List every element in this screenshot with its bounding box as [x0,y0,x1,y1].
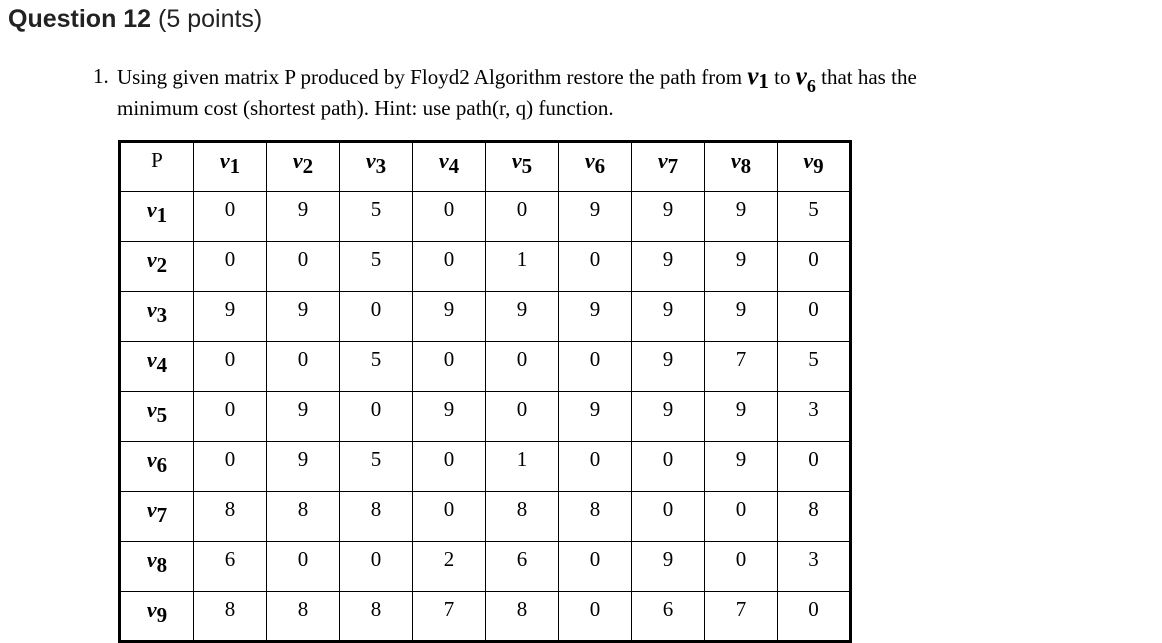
column-header-v2 [267,142,340,192]
matrix-cell: 0 [705,492,778,542]
row-header-v7 [120,492,194,542]
question-title: Question 12 [8,5,152,33]
matrix-cell: 0 [194,342,267,392]
matrix-cell: 0 [194,442,267,492]
matrix-cell: 7 [413,592,486,642]
vertex-letter: v [219,148,230,173]
matrix-cell: 8 [559,492,632,542]
matrix-cell: 0 [413,442,486,492]
matrix-cell: 0 [340,292,413,342]
vertex-letter: v [146,197,157,222]
row-header-v1 [120,192,194,242]
matrix-cell: 8 [340,592,413,642]
vertex-index: 6 [156,453,168,477]
matrix-cell: 0 [559,242,632,292]
row-header-v6 [120,442,194,492]
matrix-cell: 9 [267,442,340,492]
vertex-index: 7 [667,154,679,178]
vertex-index: 1 [229,154,241,178]
matrix-cell: 0 [632,442,705,492]
vertex-letter: v [292,148,303,173]
matrix-cell: 6 [632,592,705,642]
vertex-letter: v [146,597,157,622]
from-vertex: v1 [747,63,769,93]
matrix-cell: 8 [194,492,267,542]
matrix-cell: 0 [486,342,559,392]
column-header-v6 [559,142,632,192]
matrix-cell: 9 [705,242,778,292]
matrix-cell: 0 [486,192,559,242]
matrix-cell: 5 [778,192,851,242]
matrix-cell: 8 [267,492,340,542]
matrix-cell: 9 [267,192,340,242]
matrix-cell: 0 [705,542,778,592]
vertex-letter: v [146,497,157,522]
question-header [8,3,262,35]
matrix-cell: 3 [778,542,851,592]
vertex-index: 9 [813,154,824,178]
matrix-cell: 9 [194,292,267,342]
matrix-cell: 6 [194,542,267,592]
vertex-index: 4 [448,154,460,178]
matrix-cell: 0 [632,492,705,542]
matrix-cell: 6 [486,542,559,592]
problem-text-to: to [768,65,796,89]
matrix-cell: 9 [486,292,559,342]
table-row [120,342,851,392]
row-header-v5 [120,392,194,442]
vertex-index: 7 [156,503,168,527]
matrix-cell: 8 [486,492,559,542]
matrix-body [120,142,851,642]
matrix-cell: 9 [705,192,778,242]
matrix-cell: 3 [778,392,851,442]
matrix-cell: 0 [778,242,851,292]
matrix-cell: 0 [559,592,632,642]
matrix-cell: 5 [340,242,413,292]
vertex-letter: v [657,148,668,173]
matrix-cell: 9 [705,292,778,342]
vertex-letter: v [146,447,157,472]
vertex-index: 1 [156,203,168,227]
matrix-cell: 5 [340,442,413,492]
matrix-cell: 0 [559,342,632,392]
problem-number: 1. [93,64,109,88]
vertex-letter: v [146,247,157,272]
matrix-cell: 9 [413,292,486,342]
matrix-cell: 8 [194,592,267,642]
matrix-cell: 8 [486,592,559,642]
vertex-index: 3 [156,303,168,327]
matrix-cell: 0 [413,492,486,542]
vertex-index: 6 [594,154,606,178]
to-vertex: $v_6$ [795,63,816,96]
vertex-letter: v [146,347,157,372]
vertex-index: 8 [740,154,752,178]
vertex-index: 2 [156,253,168,277]
vertex-index: 4 [156,353,168,377]
matrix-cell: 0 [413,242,486,292]
vertex-letter: v [803,148,814,173]
row-header-v8 [120,542,194,592]
matrix-cell: 0 [267,542,340,592]
vertex-letter: v [584,148,595,173]
matrix-cell: 9 [559,292,632,342]
matrix-cell: 0 [194,392,267,442]
problem-text-part1: Using given matrix P produced by Floyd2 Algorithm restore the path from [117,65,748,89]
vertex-letter: v [146,297,157,322]
vertex-index: 5 [521,154,533,178]
matrix-cell: 9 [559,392,632,442]
matrix-cell: 8 [340,492,413,542]
matrix-cell: 8 [267,592,340,642]
matrix-cell: 9 [632,342,705,392]
column-header-v5 [486,142,559,192]
matrix-cell: 9 [632,242,705,292]
row-header-v4 [120,342,194,392]
vertex-index: 3 [375,154,387,178]
matrix-cell: 9 [632,292,705,342]
column-header-v1 [194,142,267,192]
matrix-cell: 0 [778,442,851,492]
column-header-v4 [413,142,486,192]
matrix-cell: 9 [632,192,705,242]
matrix-cell: 0 [559,442,632,492]
matrix-corner-label: P [120,142,194,192]
table-row [120,442,851,492]
path-matrix-table [118,140,852,643]
matrix-header-row [120,142,851,192]
table-row [120,192,851,242]
table-row [120,542,851,592]
matrix-cell: 0 [194,192,267,242]
matrix-cell: 1 [486,442,559,492]
matrix-cell: 2 [413,542,486,592]
matrix-cell: 0 [413,342,486,392]
vertex-index: 8 [156,553,168,577]
matrix-cell: 0 [778,292,851,342]
matrix-cell: 9 [559,192,632,242]
matrix-cell: 8 [778,492,851,542]
column-header-v7 [632,142,705,192]
row-header-v3 [120,292,194,342]
column-header-v8 [705,142,778,192]
matrix-cell: 9 [705,442,778,492]
matrix-cell: 9 [267,292,340,342]
table-row [120,592,851,642]
matrix-cell: 0 [413,192,486,242]
table-row [120,392,851,442]
matrix-cell: 5 [340,342,413,392]
matrix-cell: 9 [705,392,778,442]
matrix-cell: 0 [267,342,340,392]
question-points: (5 points) [158,5,263,33]
table-row [120,242,851,292]
matrix-cell: 0 [778,592,851,642]
matrix-cell: 9 [267,392,340,442]
matrix-cell: 9 [632,392,705,442]
vertex-letter: v [730,148,741,173]
column-header-v3 [340,142,413,192]
column-header-v9 [778,142,851,192]
vertex-letter: v [146,547,157,572]
problem-line-2: minimum cost (shortest path). Hint: use path(r, q) function. [117,96,614,120]
vertex-letter: v [438,148,449,173]
vertex-index: 9 [156,603,168,627]
matrix-cell: 0 [267,242,340,292]
matrix-cell: 5 [778,342,851,392]
vertex-letter: v [511,148,522,173]
vertex-index: 2 [302,154,314,178]
matrix-cell: 1 [486,242,559,292]
matrix-cell: 5 [340,192,413,242]
matrix-cell: 0 [559,542,632,592]
table-row [120,292,851,342]
matrix-cell: 7 [705,342,778,392]
matrix-cell: 0 [486,392,559,442]
row-header-v2 [120,242,194,292]
vertex-letter: v [146,397,157,422]
vertex-index: 5 [156,403,168,427]
matrix-cell: 0 [340,392,413,442]
table-row [120,492,851,542]
matrix-cell: 0 [194,242,267,292]
vertex-letter: v [365,148,376,173]
matrix-cell: 0 [340,542,413,592]
matrix-cell: 7 [705,592,778,642]
matrix-cell: 9 [632,542,705,592]
problem-text-part2: that has the [815,65,917,89]
matrix-cell: 9 [413,392,486,442]
row-header-v9 [120,592,194,642]
